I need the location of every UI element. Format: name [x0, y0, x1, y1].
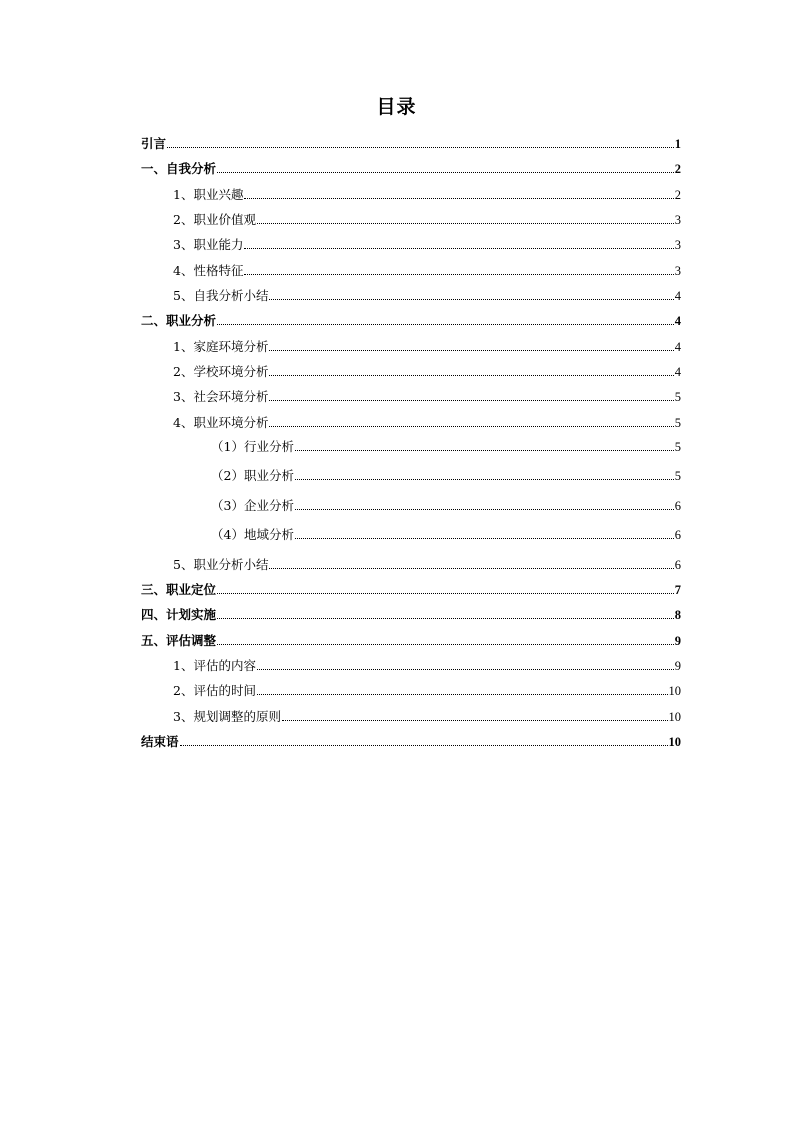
- toc-page-number: 3: [674, 238, 681, 252]
- toc-leader: [269, 298, 673, 300]
- toc-entry[interactable]: [141, 259, 681, 279]
- toc-entry-label: 三、职业定位: [141, 582, 217, 597]
- toc-page-number: 5: [674, 390, 681, 404]
- toc-entry-label: 5、职业分析小结: [173, 557, 269, 572]
- toc-leader: [244, 247, 673, 249]
- toc-entry-label: 4、职业环境分析: [173, 415, 269, 430]
- toc-entry[interactable]: [141, 360, 681, 380]
- toc-entry-label: （4）地域分析: [211, 527, 294, 542]
- toc-leader: [269, 425, 673, 427]
- toc-entry-label: 二、职业分析: [141, 313, 217, 328]
- toc-page-number: 3: [674, 264, 681, 278]
- toc-leader: [217, 617, 674, 619]
- toc-entry[interactable]: [141, 553, 681, 573]
- toc-page-number: 4: [674, 365, 681, 379]
- toc-entry-label: 五、评估调整: [141, 633, 217, 648]
- toc-entry[interactable]: [141, 233, 681, 253]
- toc-entry-label: 2、评估的时间: [173, 683, 256, 698]
- toc-page-number: 6: [674, 558, 681, 572]
- toc-entry-label: 1、评估的内容: [173, 658, 256, 673]
- toc-entry-label: 2、职业价值观: [173, 212, 256, 227]
- toc-leader: [217, 323, 674, 325]
- toc-entry[interactable]: [141, 494, 681, 514]
- toc-leader: [269, 349, 673, 351]
- toc-entry[interactable]: [141, 183, 681, 203]
- toc-page-number: 7: [674, 583, 681, 597]
- toc-page-number: 6: [674, 528, 681, 542]
- toc-leader: [269, 399, 673, 401]
- toc-page-number: 9: [674, 659, 681, 673]
- toc-entry-label: （3）企业分析: [211, 498, 294, 513]
- toc-page-number: 10: [668, 735, 681, 749]
- toc-entry[interactable]: [141, 603, 681, 623]
- toc-entry-label: 1、家庭环境分析: [173, 339, 269, 354]
- toc-page-number: 5: [674, 416, 681, 430]
- toc-leader: [257, 222, 674, 224]
- toc-page-number: 10: [668, 710, 681, 724]
- toc-page-number: 10: [668, 684, 681, 698]
- toc-leader: [257, 693, 668, 695]
- toc-leader: [295, 478, 674, 480]
- page-title: 目录: [376, 96, 417, 118]
- toc-entry[interactable]: [141, 679, 681, 699]
- toc-entry-label: 4、性格特征: [173, 263, 244, 278]
- toc-page-number: 5: [674, 440, 681, 454]
- toc-page-number: 4: [674, 289, 681, 303]
- toc-page-number: 6: [674, 499, 681, 513]
- toc-leader: [244, 197, 673, 199]
- toc-entry[interactable]: [141, 523, 681, 543]
- toc-page-number: 3: [674, 213, 681, 227]
- toc-page-number: 4: [674, 314, 681, 328]
- toc-entry-label: 3、职业能力: [173, 237, 244, 252]
- toc-entry-label: 2、学校环境分析: [173, 364, 269, 379]
- toc-page-number: 2: [674, 188, 681, 202]
- toc-page-number: 9: [674, 634, 681, 648]
- toc-entry-label: 3、规划调整的原则: [173, 709, 281, 724]
- toc-entry-label: （2）职业分析: [211, 468, 294, 483]
- toc-entry[interactable]: [141, 309, 681, 329]
- toc-page-number: 1: [674, 137, 681, 151]
- toc-leader: [217, 592, 674, 594]
- toc-page-number: 5: [674, 469, 681, 483]
- toc-leader: [257, 668, 674, 670]
- toc-entry[interactable]: [141, 157, 681, 177]
- toc-leader: [269, 374, 673, 376]
- toc-entry[interactable]: [141, 705, 681, 725]
- toc-entry-label: 结束语: [141, 734, 179, 749]
- toc-leader: [295, 449, 674, 451]
- toc-entry[interactable]: [141, 654, 681, 674]
- toc-leader: [217, 643, 674, 645]
- toc-page-number: 8: [674, 608, 681, 622]
- toc-entry-label: 3、社会环境分析: [173, 389, 269, 404]
- toc-leader: [167, 146, 674, 148]
- toc-entry-label: 一、自我分析: [141, 161, 217, 176]
- toc-entry-label: 四、计划实施: [141, 607, 217, 622]
- toc-leader: [269, 567, 673, 569]
- toc-leader: [180, 744, 668, 746]
- toc-leader: [217, 171, 674, 173]
- toc-entry-label: （1）行业分析: [211, 439, 294, 454]
- toc-entry[interactable]: [141, 730, 681, 750]
- toc-leader: [295, 537, 674, 539]
- toc-entry[interactable]: [141, 208, 681, 228]
- toc-entry[interactable]: [141, 385, 681, 405]
- toc-page-number: 4: [674, 340, 681, 354]
- toc-leader: [244, 273, 673, 275]
- toc-entry[interactable]: [141, 464, 681, 484]
- toc-entry[interactable]: [141, 578, 681, 598]
- toc-entry[interactable]: [141, 629, 681, 649]
- toc-entry[interactable]: [141, 335, 681, 355]
- toc-entry[interactable]: [141, 284, 681, 304]
- toc-entry-label: 引言: [141, 136, 167, 151]
- toc-entry[interactable]: [141, 435, 681, 455]
- toc-page-number: 2: [674, 162, 681, 176]
- toc-entry[interactable]: [141, 132, 681, 152]
- toc-leader: [295, 508, 674, 510]
- toc-leader: [282, 719, 668, 721]
- toc-entry-label: 5、自我分析小结: [173, 288, 269, 303]
- toc-entry[interactable]: [141, 411, 681, 431]
- toc-entry-label: 1、职业兴趣: [173, 187, 244, 202]
